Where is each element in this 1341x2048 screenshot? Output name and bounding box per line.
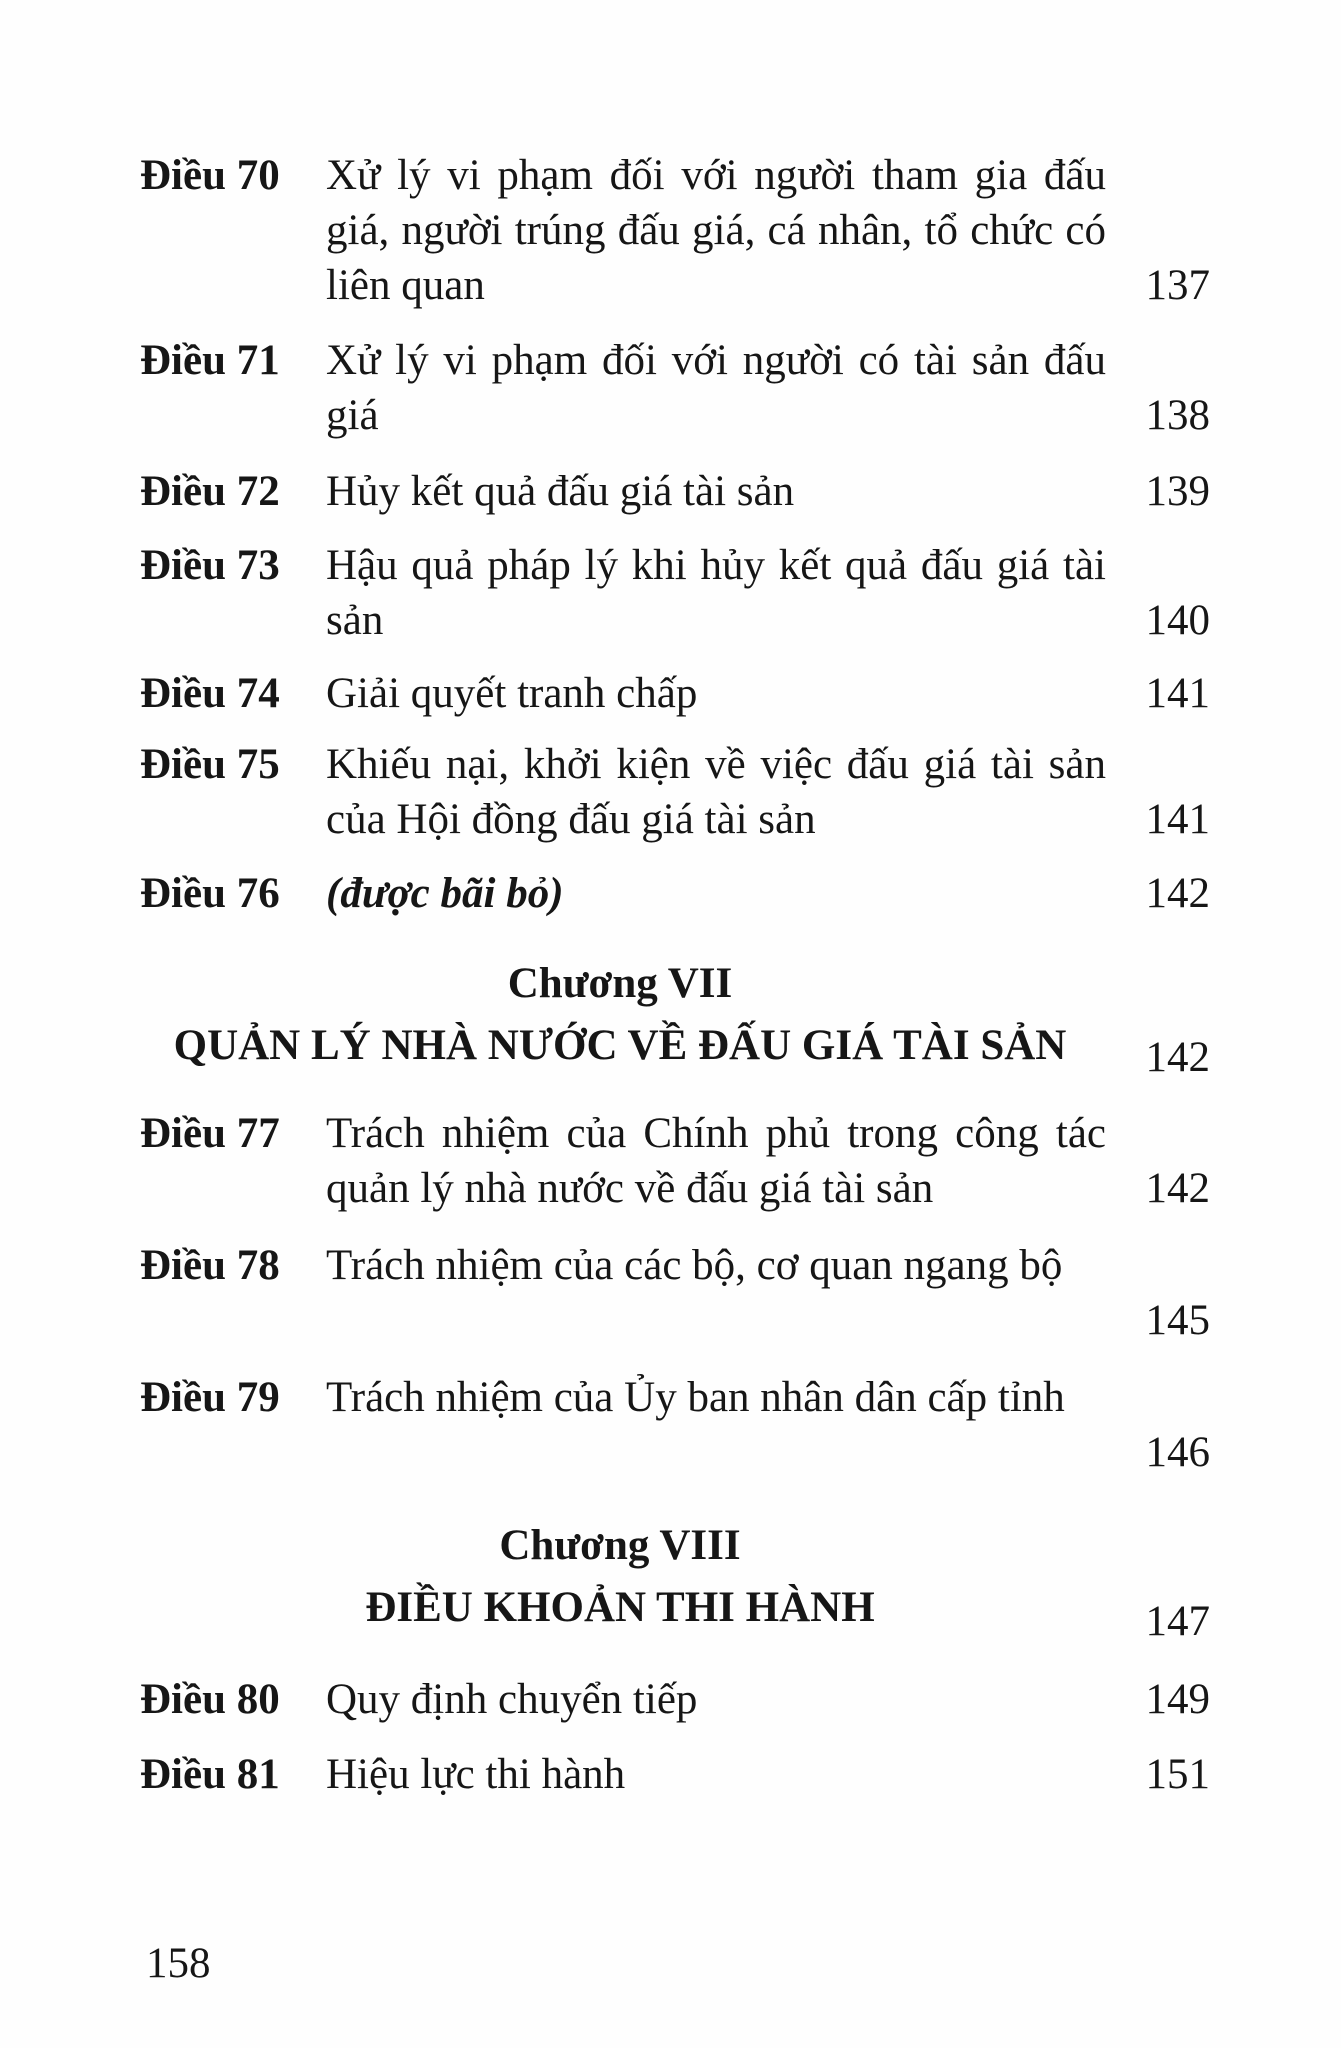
page-number: 145	[1145, 1297, 1210, 1344]
toc-entry-80[interactable]	[140, 1672, 1210, 1727]
toc-entry-79[interactable]	[140, 1370, 1210, 1480]
article-title: Hủy kết quả đấu giá tài sản	[326, 468, 795, 515]
page-number: 137	[1145, 262, 1210, 309]
chapter-page-number: 142	[1145, 1034, 1210, 1081]
toc-entry-74[interactable]	[140, 666, 1210, 721]
footer-page-number: 158	[146, 1940, 211, 1987]
article-number: Điều 74	[140, 670, 280, 717]
toc-entry-73[interactable]	[140, 538, 1210, 648]
article-title: Giải quyết tranh chấp	[326, 670, 698, 717]
toc-entry-70[interactable]	[140, 148, 1210, 313]
chapter-title[interactable]: QUẢN LÝ NHÀ NƯỚC VỀ ĐẤU GIÁ TÀI SẢN	[173, 1022, 1067, 1069]
article-number: Điều 80	[140, 1676, 280, 1723]
page-number: 142	[1145, 1165, 1210, 1212]
article-number: Điều 78	[140, 1242, 280, 1289]
article-title: Xử lý vi phạm đối với người tham gia đấu giá, người trúng đấu giá, cá nhân, tổ chức có liên quan	[326, 152, 1106, 309]
article-number: Điều 77	[140, 1110, 280, 1157]
toc-entry-78[interactable]	[140, 1238, 1210, 1348]
toc-entry-76[interactable]	[140, 866, 1210, 921]
chapter-label: Chương VII	[507, 960, 733, 1007]
page-number: 139	[1145, 468, 1210, 515]
page-number: 141	[1145, 670, 1210, 717]
toc-entry-81[interactable]	[140, 1747, 1210, 1802]
page-number: 140	[1145, 597, 1210, 644]
article-title: Hiệu lực thi hành	[326, 1751, 626, 1798]
page-number: 138	[1145, 392, 1210, 439]
article-number: Điều 75	[140, 741, 280, 788]
page-number: 151	[1145, 1751, 1210, 1798]
article-title: Trách nhiệm của Ủy ban nhân dân cấp tỉnh	[326, 1374, 1065, 1421]
chapter-title[interactable]: ĐIỀU KHOẢN THI HÀNH	[365, 1584, 875, 1631]
toc-entry-75[interactable]	[140, 737, 1210, 847]
article-number: Điều 81	[140, 1751, 280, 1798]
toc-entry-71[interactable]	[140, 333, 1210, 443]
page-number: 149	[1145, 1676, 1210, 1723]
toc-entry-77[interactable]	[140, 1106, 1210, 1216]
article-number: Điều 72	[140, 468, 280, 515]
article-number: Điều 73	[140, 542, 280, 589]
chapter-page-number: 147	[1145, 1598, 1210, 1645]
chapter-label: Chương VIII	[499, 1522, 741, 1569]
article-title: Hậu quả pháp lý khi hủy kết quả đấu giá tài sản	[326, 542, 1106, 644]
toc-entry-72[interactable]	[140, 464, 1210, 519]
article-title: Xử lý vi phạm đối với người có tài sản đấu giá	[326, 337, 1106, 439]
article-title: Khiếu nại, khởi kiện về việc đấu giá tài sản của Hội đồng đấu giá tài sản	[326, 741, 1106, 843]
page-number: 146	[1145, 1429, 1210, 1476]
article-number: Điều 79	[140, 1374, 280, 1421]
article-title: (được bãi bỏ)	[326, 870, 564, 917]
article-number: Điều 71	[140, 337, 280, 384]
article-number: Điều 70	[140, 152, 280, 199]
article-title: Quy định chuyển tiếp	[326, 1676, 698, 1723]
article-title: Trách nhiệm của Chính phủ trong công tác quản lý nhà nước về đấu giá tài sản	[326, 1110, 1106, 1212]
article-title: Trách nhiệm của các bộ, cơ quan ngang bộ	[326, 1242, 1063, 1289]
page-number: 141	[1145, 796, 1210, 843]
article-number: Điều 76	[140, 870, 280, 917]
page-number: 142	[1145, 870, 1210, 917]
